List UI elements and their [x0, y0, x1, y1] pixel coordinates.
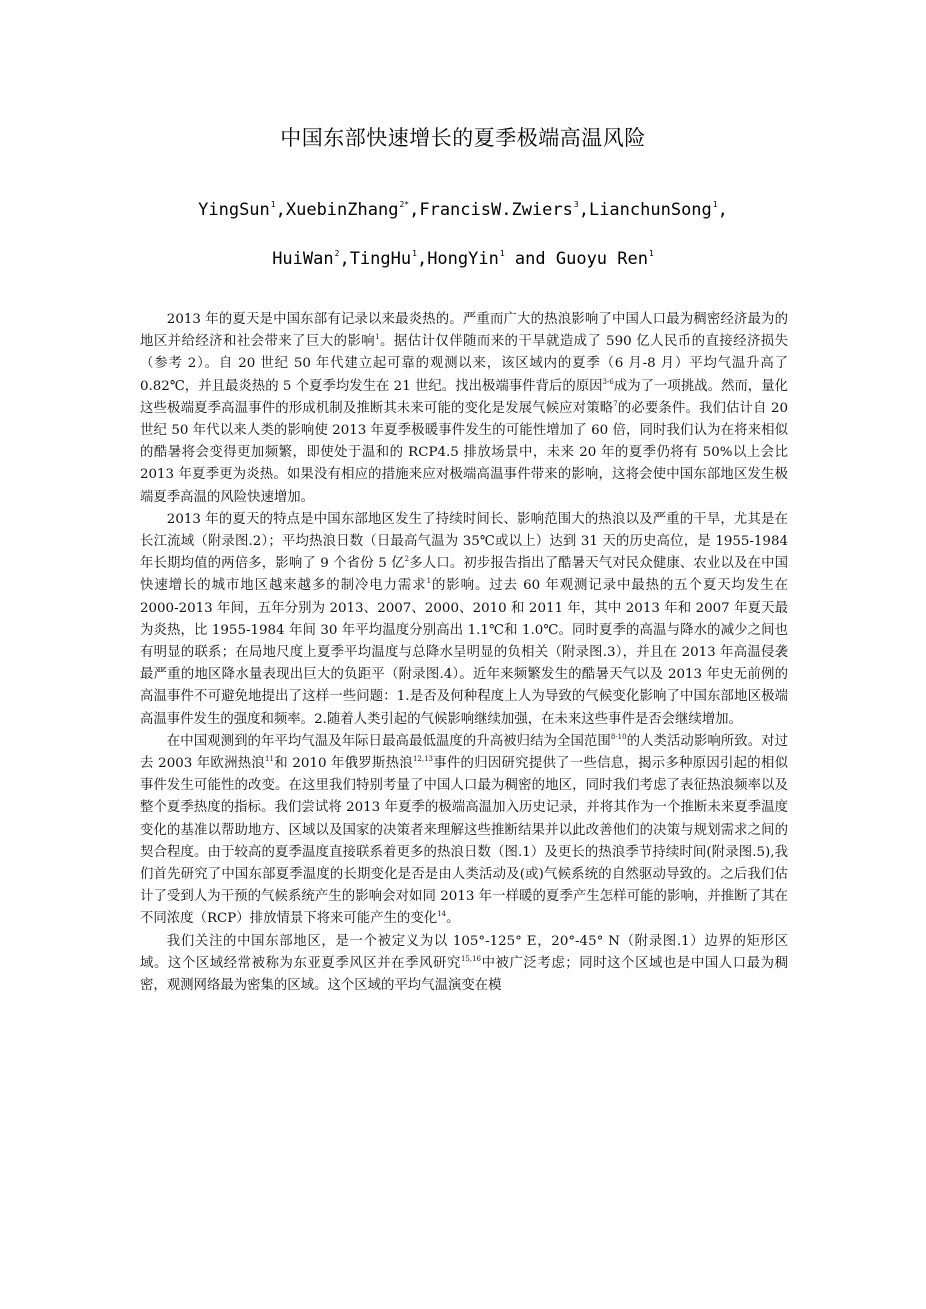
- author-separator: ,: [275, 200, 286, 220]
- body-paragraph: [140, 309, 788, 509]
- paragraph-text: 2013 年的夏天的特点是中国东部地区发生了持续时间长、影响范围大的热浪以及严重的干旱，尤其是在长江流域（附录图.2）；平均热浪日数（日最高气温为 35℃或以上）达到 31 天的历史高位，是 1955-1984 年长期均值的两倍多，影响了 9 个省份 5 亿: [140, 511, 788, 572]
- author-affiliation-marker: 1: [270, 200, 276, 209]
- author-separator: ,: [578, 200, 589, 220]
- paragraph-text: 。据估计仅伴随而来的干旱就造成了 590 亿人民币的直接经济损失（参考 2）。自 20 世纪 50 年代建立起可靠的观测以来，该区域内的夏季（6 月-8 月）平均气温升高了 0.82℃，并且最炎热的 5 个夏季均发生在 21 世纪。找出极端事件背后的原因: [140, 334, 789, 394]
- author-name: LianchunSong: [588, 200, 712, 220]
- author-affiliation-marker: 1: [648, 249, 654, 258]
- citation-marker: 12,13: [412, 755, 433, 764]
- body-paragraph: [140, 931, 788, 998]
- author-separator: ,: [416, 249, 428, 269]
- citation-marker: 7: [613, 399, 618, 408]
- author-name: TingHu: [349, 249, 412, 269]
- paragraph-text: 。: [446, 911, 460, 927]
- paragraph-text: 中被广泛考虑；同时这个区域也是中国人口最为稠密，观测网络最为密集的区域。这个区域的平均气温演变在模: [140, 955, 788, 994]
- author-separator: ,: [339, 249, 350, 269]
- author-name: HongYin: [427, 249, 499, 269]
- paragraph-text: 和 2010 年俄罗斯热浪: [273, 756, 413, 772]
- paragraph-text: 的影响。过去 60 年观测记录中最热的五个夏天均发生在 2000-2013 年间，五年分别为 2013、2007、2000、2010 和 2011 年，其中 2013 年和 2007 年夏天最为炎热，比 1955-1984 年间 30 年平均温度分别高出 1.1℃和 1.0℃。同时夏季的高温与降水的减少之间也有明显的联系；在局地尺度上夏季平均温度与总降水呈明显的负相关（附录图.3），并且在 2013 年高温侵袭最严重的地区降水量表现出巨大的负距平（附录图.4）。近年来频繁发生的酷暑天气以及 2013 年史无前例的高温事件不可避免地提出了这样一些问题：1.是否及何种程度上人为导致的气候变化影响了中国东部地区极端高温事件发生的强度和频率。2.随着人类引起的气候影响继续加强，在未来这些事件是否会继续增加。: [140, 578, 788, 727]
- author-affiliation-marker: 3: [573, 200, 579, 209]
- author-affiliation-marker: 2: [334, 249, 340, 258]
- paragraph-text: 成为了一项挑战。然而，量化这些极端夏季高温事件的形成机制及推断其未来可能的变化是发展气候应对策略: [140, 378, 788, 416]
- body-paragraph: [140, 509, 788, 731]
- author-name: XuebinZhang: [285, 200, 399, 220]
- paper-title: 中国东部快速增长的夏季极端高温风险: [280, 126, 646, 150]
- body-paragraph: [140, 731, 788, 931]
- citation-marker: 2: [404, 555, 410, 564]
- citation-marker: 15,16: [460, 954, 481, 963]
- author-name: Guoyu Ren: [555, 249, 648, 269]
- author-list-line-2: [0, 249, 926, 269]
- citation-marker: 8-10: [610, 732, 627, 741]
- citation-marker: 1: [426, 577, 432, 586]
- paper-body: [140, 309, 788, 997]
- paragraph-text: 2013 年的夏天是中国东部有记录以来最炎热的。严重而广大的热浪影响了中国人口最为稠密经济最为的地区并给经济和社会带来了巨大的影响: [140, 312, 788, 350]
- author-list-line-1: [0, 200, 926, 220]
- author-name: HuiWan: [272, 249, 334, 269]
- paragraph-text: 我们关注的中国东部地区，是一个被定义为以 105°-125° E，20°-45° N（附录图.1）边界的矩形区域。这个区域经常被称为东亚夏季风区并在季风研究: [140, 933, 788, 971]
- author-name: YingSun: [198, 200, 270, 220]
- author-affiliation-marker: 1: [412, 249, 417, 258]
- author-separator: ,: [717, 200, 728, 220]
- citation-marker: 14: [437, 910, 447, 919]
- author-separator: and: [504, 249, 556, 269]
- paragraph-text: 的必要条件。我们估计自 20 世纪 50 年代以来人类的影响使 2013 年夏季极暖事件发生的可能性增加了 60 倍，同时我们认为在将来相似的酷暑将会变得更加频繁，即使处于温和的 RCP4.5 排放场景中，未来 20 年的夏季仍将有 50%以上会比 2013 年夏季更为炎热。如果没有相应的措施来应对极端高温事件带来的影响，这将会使中国东部地区发生极端夏季高温的风险快速增加。: [140, 400, 789, 505]
- paragraph-text: 事件的归因研究提供了一些信息，揭示多种原因引起的相似事件发生可能性的改变。在这里我们特别考量了中国人口最为稠密的地区，同时我们考虑了表征热浪频率以及整个夏季热度的指标。我们尝试将 2013 年夏季的极端高温加入历史记录，并将其作为一个推断未来夏季温度变化的基准以帮助地方、区域以及国家的决策者来理解这些推断结果并以此改善他们的决策与规划需求之间的契合程度。由于较高的夏季温度直接联系着更多的热浪日数（图.1）及更长的热浪季节持续时间(附录图.5),我们首先研究了中国东部夏季温度的长期变化是否是由人类活动及(或)气候系统的自然驱动导致的。之后我们估计了受到人为干预的气候系统产生的影响会对如同 2013 年一样暖的夏季产生怎样可能的影响，并推断了其在不同浓度（RCP）排放情景下将来可能产生的变化: [140, 756, 788, 927]
- citation-marker: 1: [375, 333, 380, 342]
- author-name: FrancisW.Zwiers: [419, 200, 573, 220]
- author-affiliation-marker: 2*: [399, 200, 410, 209]
- author-affiliation-marker: 1: [499, 249, 505, 258]
- citation-marker: 11: [265, 755, 274, 764]
- citation-marker: 3-6: [602, 377, 614, 386]
- paragraph-text: 多人口。初步报告指出了酷暑天气对民众健康、农业以及在中国快速增长的城市地区越来越多的制冷电力需求: [140, 556, 788, 594]
- author-affiliation-marker: 1: [712, 200, 718, 209]
- paragraph-text: 在中国观测到的年平均气温及年际日最高最低温度的升高被归结为全国范围: [166, 733, 611, 749]
- author-separator: ,: [409, 200, 420, 220]
- paragraph-text: 的人类活动影响所致。对过去 2003 年欧洲热浪: [140, 733, 789, 772]
